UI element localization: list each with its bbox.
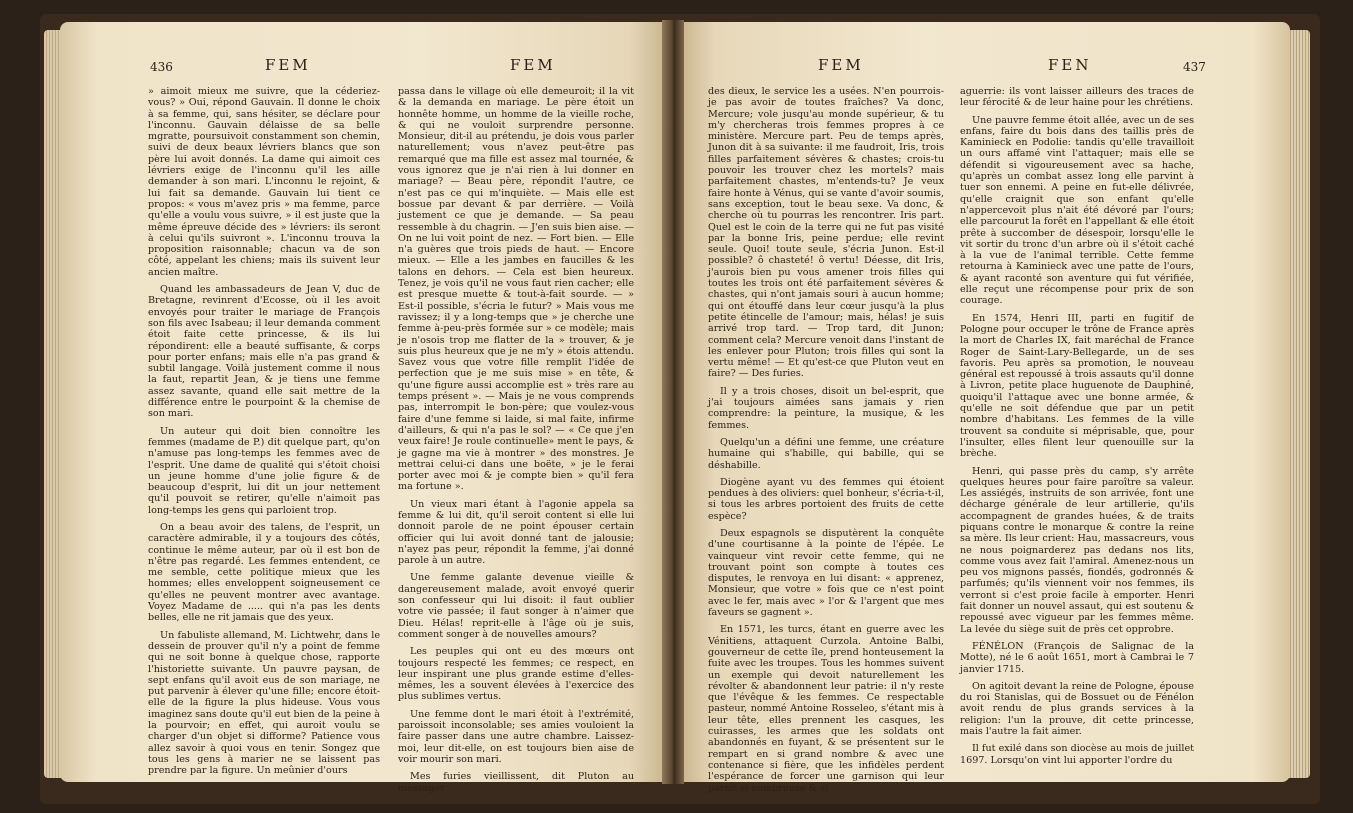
- right-page: [678, 22, 1290, 794]
- book-gutter: [662, 20, 684, 784]
- left-page: [60, 22, 666, 794]
- right-page-number: 437: [1183, 60, 1206, 74]
- left-page-header: [60, 56, 666, 80]
- left-column-1: [148, 86, 380, 776]
- paragraph: Une femme dont le mari étoit à l'extrémité, paroissoit inconsolable; ses amies vouloient la faire passer dans une autre chambre. Laissez-moi, leur dit-elle, on est toujours bien aise de voir mourir son mari.: [398, 708, 634, 765]
- paragraph: Henri, qui passe près du camp, s'y arrête quelques heures pour faire paroître sa valeur. Les assiégés, instruits de son arrivée, font une décharge générale de leur artillerie, qu'ils accompagnent de grandes huées, & de traits piquans contre le monarque & contre la reine sa mère. Ils leur crient: Hau, massacreurs, vous ne nous poignarderez pas dedans nos lits, comme vous avez fait l'amiral. Amenez-nous un peu vos mignons passés, fiondés, godronnés & parfumés; qu'ils viennent voir nos femmes, ils verront si c'est proie facile à emporter. Henri fait donner un nouvel assaut, qui est soutenu & repoussé avec vigueur par les femmes même. La levée du siège suit de près cet opprobre.: [960, 465, 1194, 635]
- left-running-head-1: FEM: [265, 56, 311, 74]
- paragraph: Deux espagnols se disputèrent la conquête d'une courtisanne à la pointe de l'épée. Le vainqueur vint revoir cette femme, qui ne trouvant point son compte à toutes ces disputes, le renvoya en lui disant: « apprenez, Monsieur, que votre » fois que ce n'est point avec le fer, mais avec » l'or & l'argent que mes faveurs se gagnent ».: [708, 527, 944, 619]
- paragraph: Quelqu'un a défini une femme, une créature humaine qui s'habille, qui babille, qui se déshabille.: [708, 436, 944, 471]
- right-column-2: [960, 86, 1194, 776]
- paragraph: Une femme galante devenue vieille & dangereusement malade, avoit envoyé querir son confesseur qui lui disoit: il faut oublier votre vie passée; il faut songer à n'aimer que Dieu. Hélas! reprit-elle à l'âge où je suis, comment songer à de nouvelles amours?: [398, 572, 634, 640]
- right-running-head-1: FEM: [818, 56, 864, 74]
- paragraph: On a beau avoir des talens, de l'esprit, un caractère admirable, il y a toujours des côtés, continue le même auteur, par où il est bon de n'être pas regardé. Les femmes entendent, ce me semble, cette politique mieux que les hommes; elles enveloppent soigneusement ce qu'elles ne peuvent montrer avec avantage. Voyez Madame de ..... qui n'a pas les dents belles, elle ne rit jamais que des yeux.: [148, 521, 380, 624]
- paragraph: Diogène ayant vu des femmes qui étoient pendues à des oliviers: quel bonheur, s'écria-t-il, si tous les arbres portoient des fruits de cette espèce?: [708, 476, 944, 522]
- left-column-2: [398, 86, 634, 794]
- left-running-head-2: FEM: [510, 56, 556, 74]
- left-page-number: 436: [150, 60, 173, 74]
- paragraph: des dieux, le service les a usées. N'en pourrois-je pas avoir de toutes fraîches? Va donc, Mercure; vole jusqu'au monde supérieur, & tu m'y chercheras trois femmes propres à ce ministère. Mercure part. Peu de temps après, Junon dit à sa suivante: il me faudroit, Iris, trois filles parfaitement sévères & chastes; crois-tu pouvoir les trouver chez les mortels? mais parfaitement chastes, m'entends-tu? Je veux faire honte à Vénus, qui se vante d'avoir soumis, sans exception, tout le beau sexe. Va donc, & cherche où tu pourras les rencontrer. Iris part. Quel est le coin de la terre qui ne fut pas visité par la bonne Iris, peine perdue; elle revint seule. Quoi! toute seule, s'écria Junon. Est-il possible? ô chasteté! ô vertu! Déesse, dit Iris, j'aurois bien pu vous amener trois filles qui toutes les trois ont été parfaitement sévères & chastes, qui n'ont jamais souri à aucun homme; qui ont étouffé dans leur cœur jusqu'à la plus petite étincelle de l'amour; mais, hélas! je suis arrivé trop tard. — Trop tard, dit Junon; comment cela? Mercure venoit dans l'instant de les enlever pour Pluton; trois filles qui sont la vertu même! — Et qu'est-ce que Pluton veut en faire? — Des furies.: [708, 86, 944, 380]
- paragraph: Les peuples qui ont eu des mœurs ont toujours respecté les femmes; ce respect, en leur inspirant une plus grande estime d'elles-mêmes, les a souvent élevées à l'exercice des plus sublimes vertus.: [398, 646, 634, 703]
- paragraph: Mes furies vieillissent, dit Pluton au messager: [398, 771, 634, 794]
- paragraph: passa dans le village où elle demeuroit; il la vit & la demanda en mariage. Le père étoit un honnête homme, un homme de la vieille roche, & qui ne vouloit surprendre personne. Monsieur, dit-il au prétendu, je dois vous parler naturellement; vous n'avez peut-être pas remarqué que ma fille est assez mal tournée, & vous ignorez que je n'ai rien à lui donner en mariage? — Beau père, répondit l'autre, ce n'est pas ce qui m'inquiète. — Mais elle est bossue par devant & par derrière. — Voilà justement ce que je demande. — Sa peau ressemble à du chagrin. — J'en suis bien aise. — On ne lui voit point de nez. — Fort bien. — Elle n'a guères que trois pieds de haut. — Encore mieux. — Elle a les jambes en faucilles & les talons en dehors. — Cela est bien heureux. Tenez, je vois qu'il ne vous faut rien cacher; elle est presque muette & tout-à-fait sourde. — » Est-il possible, s'écria le futur? » Mais vous me ravissez; il y a long-temps que » je cherche une femme à-peu-près formée sur » ce modèle; mais je n'osois trop me flatter de la » trouver, & je suis plus heureux que je ne m'y » étois attendu. Savez vous que votre fille remplit l'idée de perfection que je me suis mise » en tête, & qu'une figure aussi accomplie est » très rare au temps présent ». — Mais je ne vous comprends pas, interrompit le bon-père; que voulez-vous faire d'une femme si laide, si mal faite, infirme d'ailleurs, & qui n'a pas le sol? — « Ce que j'en veux faire! Je roule continuelle» ment le pays, & je gagne ma vie à montrer » des monstres. Je mettrai celui-ci dans une boëte, » je le ferai porter avec moi & je compte bien » qu'il fera ma fortune ».: [398, 86, 634, 493]
- paragraph: En 1571, les turcs, étant en guerre avec les Vénitiens, attaquent Curzola. Antoine Balbi, gouverneur de cette île, prend honteusement la fuite avec les troupes. Tous les hommes suivent un exemple qui devoit naturellement les révolter & abandonnent leur patrie: il n'y reste que l'évêque & les femmes. Ce respectable pasteur, nommé Antoine Rosseleo, s'étant mis à leur tête, elles prennent les casques, les cuirasses, les armes que les soldats ont abandonnés en fuyant, & se présentent sur le rempart en si grand nombre & avec une contenance si fière, que les infidèles perdent l'espérance de forcer une garnison qui leur paroît si nombreuse & si: [708, 624, 944, 794]
- paragraph: Une pauvre femme étoit allée, avec un de ses enfans, faire du bois dans des taillis près de Kaminieck en Podolie: tandis qu'elle travailloit un ours affamé vint l'attaquer; mais elle se défendit si vigoureusement avec sa hache, qu'après un combat assez long elle parvint à tuer son ennemi. A peine en fut-elle délivrée, qu'elle craignit que son enfant qu'elle n'appercevoit plus n'ait été dévoré par l'ours; elle parcourut la forêt en l'appellant & elle étoit prête à succomber de désespoir, lorsqu'elle le vit sortir du tronc d'un arbre où il s'étoit caché à la vue de l'animal terrible. Cette femme retourna à Kaminieck avec une patte de l'ours, & ayant raconté son aventure qui fut vérifiée, elle reçut une récompense pour prix de son courage.: [960, 114, 1194, 307]
- paragraph: On agitoit devant la reine de Pologne, épouse du roi Stanislas, qui de Bossuet ou de Fénélon avoit rendu de plus grands services à la religion: l'un la prouve, dit cette princesse, mais l'autre la fait aimer.: [960, 680, 1194, 738]
- paragraph: Il y a trois choses, disoit un bel-esprit, que j'ai toujours aimées sans jamais y rien comprendre: la peinture, la musique, & les femmes.: [708, 385, 944, 431]
- paragraph: Quand les ambassadeurs de Jean V, duc de Bretagne, revinrent d'Ecosse, où il les avoit envoyés pour traiter le mariage de François son fils avec Isabeau; il leur demanda comment étoit faite cette princesse, & ils lui répondirent: elle a beauté suffisante, & corps pour porter enfans; mais elle n'a pas grand & subtil langage. Voilà justement comme il nous la faut, repartit Jean, & je tiens une femme assez savante, quand elle sait mettre de la différence entre le pourpoint & la chemise de son mari.: [148, 284, 380, 420]
- paragraph: » aimoit mieux me suivre, que la céderiez-vous? » Oui, répond Gauvain. Il donne le choix à sa femme, qui, sans hésiter, se déclare pour l'inconnu. Gauvain délaisse de sa belle mgratte, poursuivoit constamment son chemin, suivi de deux beaux lévriers blancs que son père lui avoit donnés. La dame qui aimoit ces lévriers exige de l'inconnu qu'il les aille demander à son mari. L'inconnu le rejoint, & lui fait sa demande. Gauvain lui tient ce propos: « vous m'avez pris » ma femme, parce qu'elle a voulu vous suivre, » il est juste que la même épreuve décide des » lévriers: ils seront à celui qu'ils suivront ». L'inconnu trouva la proposition raisonnable; chacun va de son côté, appelant les chiens; mais ils suivent leur ancien maître.: [148, 86, 380, 278]
- paragraph: Un vieux mari étant à l'agonie appela sa femme & lui dit, qu'il seroit content si elle lui donnoit parole de ne point épouser certain officier qui lui avoit donné tant de jalousie; n'ayez pas peur, répondit la femme, j'ai donné parole à un autre.: [398, 498, 634, 567]
- paragraph: Il fut exilé dans son diocèse au mois de juillet 1697. Lorsqu'on vint lui apporter l'ordre du: [960, 743, 1194, 766]
- right-page-header: [678, 56, 1290, 80]
- right-running-head-2: FEN: [1048, 56, 1092, 74]
- right-page-edges: [1288, 30, 1310, 778]
- right-column-1: [708, 86, 944, 794]
- paragraph: aguerrie: ils vont laisser ailleurs des traces de leur férocité & de leur haine pour les chrétiens.: [960, 86, 1194, 109]
- paragraph: Un auteur qui doit bien connoître les femmes (madame de P.) dit quelque part, qu'on n'amuse pas long-temps les femmes avec de l'esprit. Une dame de qualité qui s'étoit choisi un jeune homme d'une jolie figure & de beaucoup d'esprit, lui dit un jour nettement qu'il pouvoit se retirer, qu'elle n'aimoit pas long-temps les gens qui parloient trop.: [148, 425, 380, 516]
- paragraph: Un fabuliste allemand, M. Lichtwehr, dans le dessein de prouver qu'il n'y a point de femme qui ne soit bonne à quelque chose, rapporte l'historiette suivante. Un pauvre paysan, de sept enfans qu'il avoit eus de son mariage, ne put parvenir à élever qu'une fille; encore étoit-elle de la figure la plus hideuse. Vous vous imaginez sans doute qu'il eut bien de la peine à la pourvoir; en effet, qui auroit voulu se charger d'un objet si difforme? Patience vous allez savoir à quoi vous en tenir. Songez que tous les gens à marier ne se laissent pas prendre par la figure. Un meûnier d'ours: [148, 629, 380, 777]
- paragraph: En 1574, Henri III, parti en fugitif de Pologne pour occuper le trône de France après la mort de Charles IX, fait maréchal de France Roger de Saint-Lary-Bellegarde, un de ses favoris. Peu après sa promotion, le nouveau général est repoussé à trois assauts qu'il donne à Livron, petite place huguenote de Dauphiné, quoiqu'il l'attaque avec une bonne armée, & qu'elle ne soit défendue que par un petit nombre d'habitans. Les femmes de la ville trouvent sa conduite si méprisable, que, pour l'insulter, elles filent leur quenouille sur la brèche.: [960, 312, 1194, 460]
- paragraph: FÉNÉLON (François de Salignac de la Motte), né le 6 août 1651, mort à Cambrai le 7 janvier 1715.: [960, 640, 1194, 675]
